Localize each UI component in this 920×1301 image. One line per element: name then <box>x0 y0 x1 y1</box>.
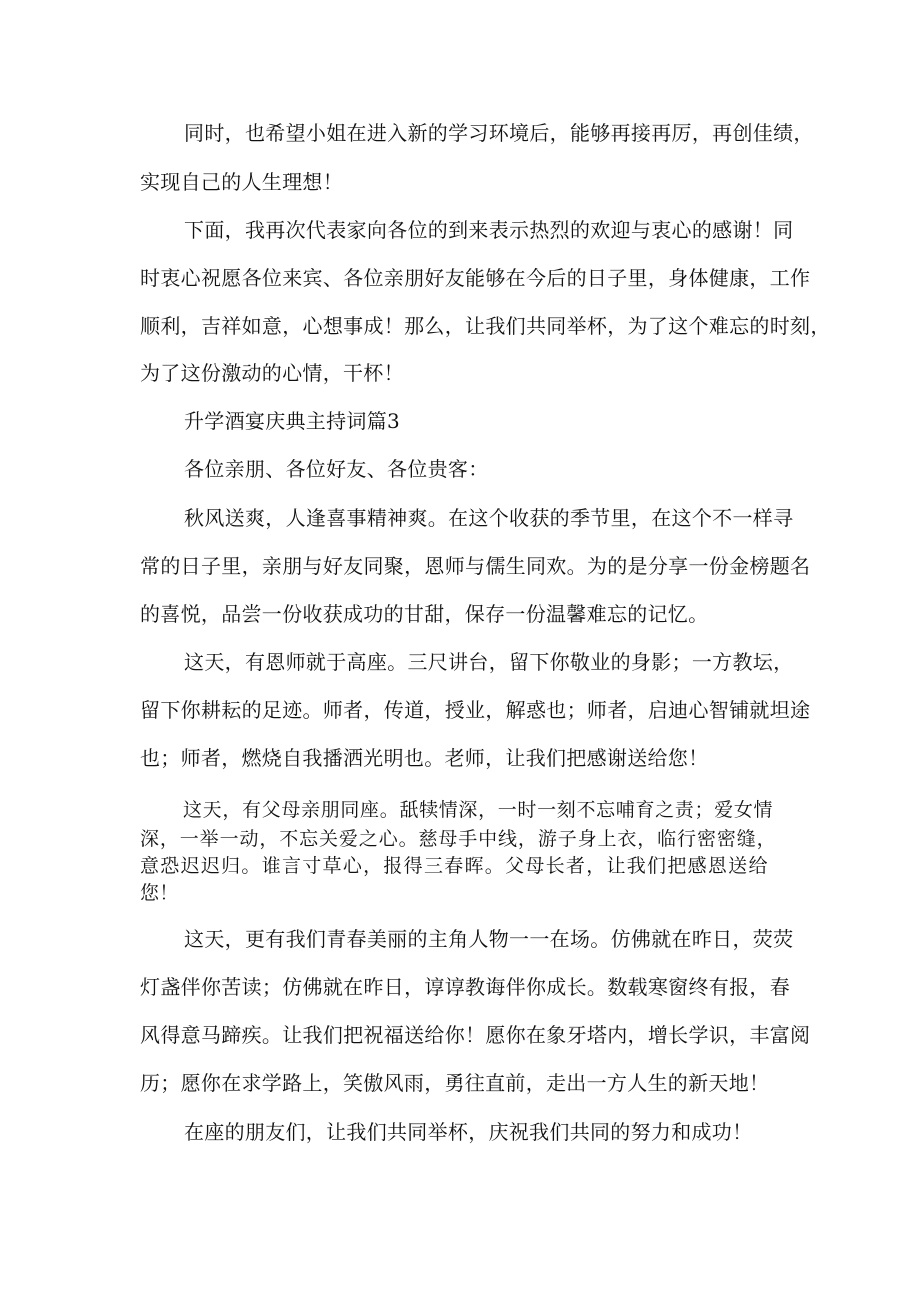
paragraph-1-line-2: 实现自己的人生理想！ <box>140 170 343 194</box>
paragraph-7-line-2: 深 ， 一 举 一 动 ， 不 忘 关 爱 之 心 。 慈 母 手 中 线 ， 游 子 身 上 衣 ， 临 行 密 密 缝 ， <box>140 828 776 850</box>
paragraph-7-line-3: 意 恐 迟 迟 归 。 谁 言 寸 草 心 ， 报 得 三 春 晖 。 父 母 长 者 ， 让 我 们 把 感 恩 送 给 <box>140 855 768 877</box>
paragraph-1-line-1: 同 时 ， 也 希 望 小 姐 在 进 入 新 的 学 习 环 境 后 ， 能 够 再 接 再 厉 ， 再 创 佳 绩 ， <box>184 121 814 145</box>
closing-line: 在座的朋友们，让我们共同举杯，庆祝我们共同的努力和成功！ <box>184 1120 753 1144</box>
paragraph-7-line-1: 这 天 ， 有 父 母 亲 朋 同 座 。 舐 犊 情 深 ， 一 时 一 刻 不 忘 哺 育 之 责 ； 爱 女 情 <box>183 799 773 821</box>
section-heading: 升学酒宴庆典主持词篇3 <box>184 409 401 433</box>
paragraph-5-line-3: 的喜悦，品尝一份收获成功的甘甜，保存一份温馨难忘的记忆。 <box>140 602 709 626</box>
paragraph-2-line-3: 顺 利 ， 吉 祥 如 意 ， 心 想 事 成 ！ 那 么 ， 让 我 们 共 同 举 杯 ， 为 了 这 个 难 忘 的 时 刻 ， <box>140 314 831 338</box>
paragraph-6-line-2: 留 下 你 耕 耘 的 足 迹 。 师 者 ， 传 道 ， 授 业 ， 解 惑 也 ； 师 者 ， 启 迪 心 智 铺 就 坦 途 <box>140 698 811 722</box>
paragraph-2-line-2: 时 衷 心 祝 愿 各 位 来 宾 、 各 位 亲 朋 好 友 能 够 在 今 后 的 日 子 里 ， 身 体 健 康 ， 工 作 <box>140 266 811 290</box>
paragraph-8-line-3: 风 得 意 马 蹄 疾 。 让 我 们 把 祝 福 送 给 你 ！ 愿 你 在 象 牙 塔 内 ， 增 长 学 识 ， 丰 富 阅 <box>140 1023 811 1047</box>
paragraph-8-line-4: 历；愿你在求学路上，笑傲风雨，勇往直前，走出一方人生的新天地！ <box>140 1071 770 1095</box>
paragraph-7-line-4: 您！ <box>140 882 179 904</box>
paragraph-5-line-1: 秋 风 送 爽 ， 人 逢 喜 事 精 神 爽 。 在 这 个 收 获 的 季 节 里 ， 在 这 个 不 一 样 寻 <box>184 506 794 530</box>
paragraph-6-line-1: 这 天 ， 有 恩 师 就 于 高 座 。 三 尺 讲 台 ， 留 下 你 敬 业 的 身 影 ； 一 方 教 坛 ， <box>184 650 794 674</box>
paragraph-8-line-1: 这 天 ， 更 有 我 们 青 春 美 丽 的 主 角 人 物 一 一 在 场 。 仿 佛 就 在 昨 日 ， 荧 荧 <box>184 927 794 951</box>
paragraph-8-line-2: 灯 盏 伴 你 苦 读 ； 仿 佛 就 在 昨 日 ， 谆 谆 教 诲 伴 你 成 长 。 数 载 寒 窗 终 有 报 ， 春 <box>140 975 790 999</box>
paragraph-2-line-4: 为了这份激动的心情，干杯！ <box>140 361 404 385</box>
salutation: 各位亲朋、各位好友、各位贵客： <box>184 457 489 481</box>
paragraph-6-line-3: 也；师者，燃烧自我播洒光明也。老师，让我们把感谢送给您！ <box>140 746 709 770</box>
paragraph-5-line-2: 常 的 日 子 里 ， 亲 朋 与 好 友 同 聚 ， 恩 师 与 儒 生 同 欢 。 为 的 是 分 享 一 份 金 榜 题 名 <box>140 554 811 578</box>
paragraph-2-line-1: 下 面 ， 我 再 次 代 表 家 向 各 位 的 到 来 表 示 热 烈 的 欢 迎 与 衷 心 的 感 谢 ！ 同 <box>184 218 794 242</box>
